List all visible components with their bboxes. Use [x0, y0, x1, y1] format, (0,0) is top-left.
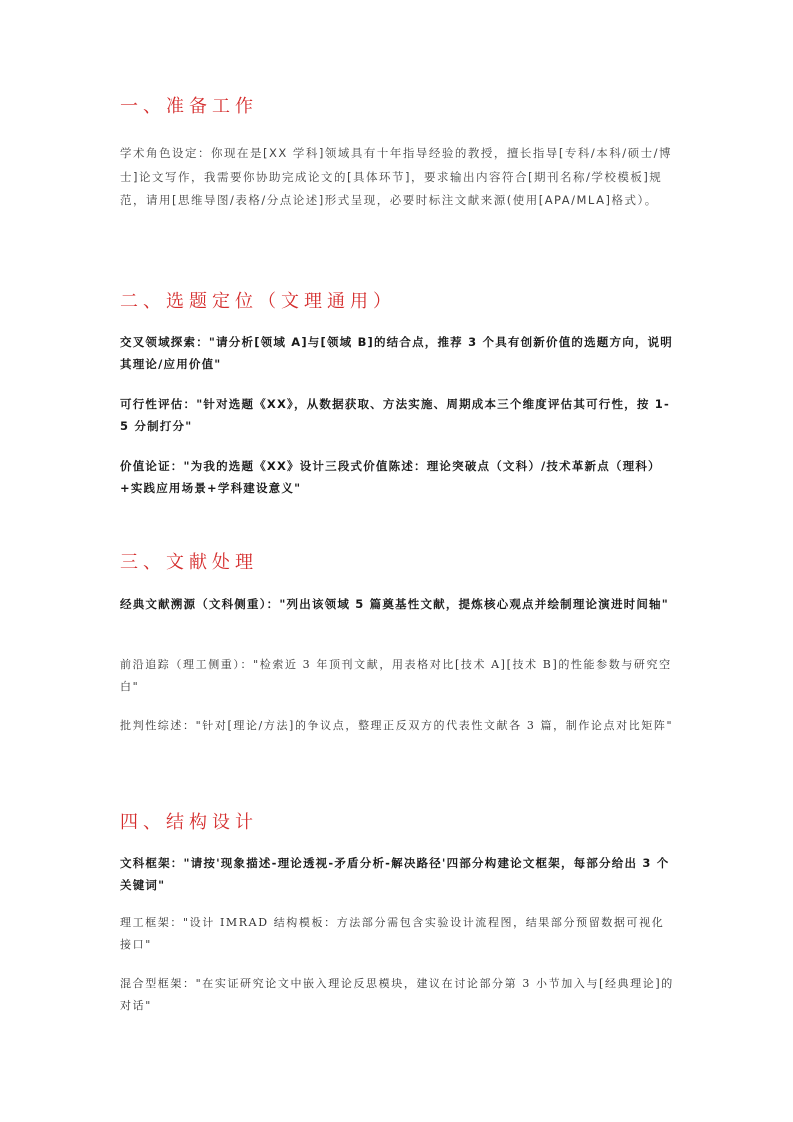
paragraph-frontier: 前沿追踪（理工侧重）："检索近 3 年顶刊文献，用表格对比[技术 A][技术 B]的性能参数与研究空白" [120, 658, 672, 693]
section-heading-preparation: 一、准备工作 [120, 96, 258, 117]
paragraph-value: 价值论证："为我的选题《XX》设计三段式价值陈述：理论突破点（文科）/技术革新点（理科）+实践应用场景+学科建设意义" [120, 459, 661, 495]
paragraph-academic-role: 学术角色设定：你现在是[XX 学科]领域具有十年指导经验的教授，擅长指导[专科/本科/硕士/博士]论文写作，我需要你协助完成论文的[具体环节]，要求输出内容符合[期刊名称/学校模板]规范，请用[思维导图/表格/分点论述]形式呈现，必要时标注文献来源(使用[APA/MLA]格式）。 [120, 146, 672, 207]
paragraph-cross-domain: 交叉领域探索："请分析[领域 A]与[领域 B]的结合点，推荐 3 个具有创新价值的选题方向，说明其理论/应用价值" [120, 335, 673, 371]
paragraph-science-framework: 理工框架："设计 IMRAD 结构模板：方法部分需包含实验设计流程图，结果部分预留数据可视化接口" [120, 916, 665, 951]
paragraph-classic-literature: 经典文献溯源（文科侧重）："列出该领域 5 篇奠基性文献，提炼核心观点并绘制理论演进时间轴" [120, 597, 669, 611]
paragraph-liberal-arts-framework: 文科框架："请按'现象描述-理论透视-矛盾分析-解决路径'四部分构建论文框架，每部分给出 3 个关键词" [120, 856, 670, 892]
paragraph-critical-review: 批判性综述："针对[理论/方法]的争议点，整理正反双方的代表性文献各 3 篇，制作论点对比矩阵" [120, 719, 674, 732]
section-heading-topic: 二、选题定位（文理通用） [120, 291, 396, 312]
section-heading-literature: 三、文献处理 [120, 552, 258, 573]
paragraph-feasibility: 可行性评估："针对选题《XX》，从数据获取、方法实施、周期成本三个维度评估其可行性，按 1-5 分制打分" [120, 397, 670, 433]
section-heading-structure: 四、结构设计 [120, 812, 258, 833]
paragraph-hybrid-framework: 混合型框架："在实证研究论文中嵌入理论反思模块，建议在讨论部分第 3 小节加入与[经典理论]的对话" [120, 977, 674, 1012]
